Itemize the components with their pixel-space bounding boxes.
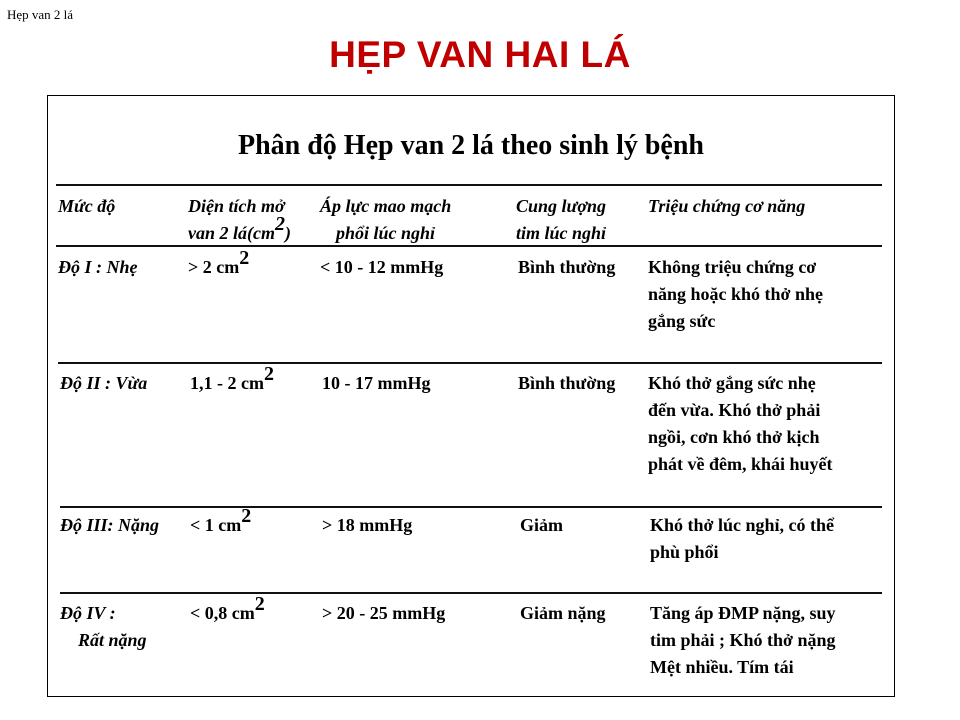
column-header-output-line-1: Cung lượng bbox=[516, 196, 606, 216]
row-1-output: Bình thường bbox=[518, 257, 616, 277]
row-4-output: Giảm nặng bbox=[520, 603, 606, 623]
table-top-rule bbox=[56, 184, 882, 186]
row-1-pressure: < 10 - 12 mmHg bbox=[320, 257, 444, 277]
row-2-symptoms bbox=[648, 370, 833, 478]
column-header-area bbox=[188, 193, 291, 247]
row-2-area-superscript: 2 bbox=[263, 363, 274, 385]
row-3-level: Độ III: Nặng bbox=[60, 515, 160, 535]
row-2-area-value: 1,1 - 2 cm bbox=[190, 373, 264, 393]
column-header-pressure-line-1: Áp lực mao mạch bbox=[320, 196, 452, 216]
row-3-pressure: > 18 mmHg bbox=[322, 515, 413, 535]
row-2-bottom-rule bbox=[60, 506, 882, 508]
column-header-pressure bbox=[320, 193, 451, 247]
row-1-symptoms-line-1: Không triệu chứng cơ bbox=[648, 257, 817, 277]
scanned-table-figure bbox=[47, 95, 895, 697]
row-2-symptoms-line-2: đến vừa. Khó thở phải bbox=[648, 400, 821, 420]
row-1-area-superscript: 2 bbox=[239, 247, 250, 269]
row-4-level bbox=[60, 600, 147, 654]
row-4-area-value: < 0,8 cm bbox=[190, 603, 255, 623]
row-2-level: Độ II : Vừa bbox=[60, 373, 148, 393]
row-2-pressure: 10 - 17 mmHg bbox=[322, 373, 431, 393]
row-1-area bbox=[188, 247, 250, 281]
row-3-output: Giảm bbox=[520, 515, 563, 535]
column-header-area-line-1: Diện tích mở bbox=[188, 196, 285, 216]
column-header-area-close: ) bbox=[285, 223, 291, 243]
row-2-symptoms-line-4: phát về đêm, khái huyết bbox=[648, 454, 833, 474]
row-1-area-value: > 2 cm bbox=[188, 257, 240, 277]
row-3-area-value: < 1 cm bbox=[190, 515, 242, 535]
column-header-symptoms: Triệu chứng cơ năng bbox=[648, 196, 806, 216]
row-3-area bbox=[190, 505, 252, 539]
row-4-area bbox=[190, 593, 265, 627]
row-4-level-line-2: Rất nặng bbox=[78, 630, 147, 650]
row-3-symptoms-line-2: phù phổi bbox=[650, 542, 719, 562]
slide-header-label: Hẹp van 2 lá bbox=[7, 7, 74, 22]
row-4-symptoms-line-2: tim phải ; Khó thở nặng bbox=[650, 630, 836, 650]
row-2-symptoms-line-1: Khó thở gắng sức nhẹ bbox=[648, 373, 816, 393]
row-1-level: Độ I : Nhẹ bbox=[58, 257, 138, 277]
column-header-pressure-line-2: phổi lúc nghỉ bbox=[336, 223, 436, 243]
row-4-symptoms-line-1: Tăng áp ĐMP nặng, suy bbox=[650, 603, 836, 623]
row-4-pressure: > 20 - 25 mmHg bbox=[322, 603, 446, 623]
row-2-area bbox=[190, 363, 274, 397]
column-header-area-line-2 bbox=[188, 213, 291, 247]
row-3-area-superscript: 2 bbox=[241, 505, 252, 527]
row-3-symptoms-line-1: Khó thở lúc nghỉ, có thể bbox=[650, 515, 834, 535]
column-header-output-line-2: tim lúc nghỉ bbox=[516, 223, 607, 243]
slide-title: HẸP VAN HAI LÁ bbox=[329, 34, 631, 75]
row-1-symptoms-line-3: gắng sức bbox=[648, 311, 716, 331]
row-4-symptoms-line-3: Mệt nhiều. Tím tái bbox=[650, 657, 794, 677]
row-4-area-superscript: 2 bbox=[254, 593, 265, 615]
column-header-area-text: van 2 lá(cm bbox=[188, 223, 275, 243]
table-title: Phân độ Hẹp van 2 lá theo sinh lý bệnh bbox=[237, 130, 705, 161]
row-4-symptoms bbox=[650, 600, 836, 681]
column-header-area-superscript: 2 bbox=[275, 213, 285, 235]
row-3-symptoms bbox=[650, 512, 834, 566]
row-1-bottom-rule bbox=[58, 362, 882, 364]
row-3-bottom-rule bbox=[60, 592, 882, 594]
row-4-level-line-1: Độ IV : bbox=[60, 603, 116, 623]
row-2-output: Bình thường bbox=[518, 373, 616, 393]
header-bottom-rule bbox=[56, 245, 882, 247]
row-1-symptoms-line-2: năng hoặc khó thở nhẹ bbox=[648, 284, 824, 304]
row-2-symptoms-line-3: ngồi, cơn khó thở kịch bbox=[648, 427, 820, 447]
row-1-symptoms bbox=[648, 254, 823, 335]
column-header-output bbox=[516, 193, 606, 247]
column-header-level: Mức độ bbox=[58, 196, 116, 216]
